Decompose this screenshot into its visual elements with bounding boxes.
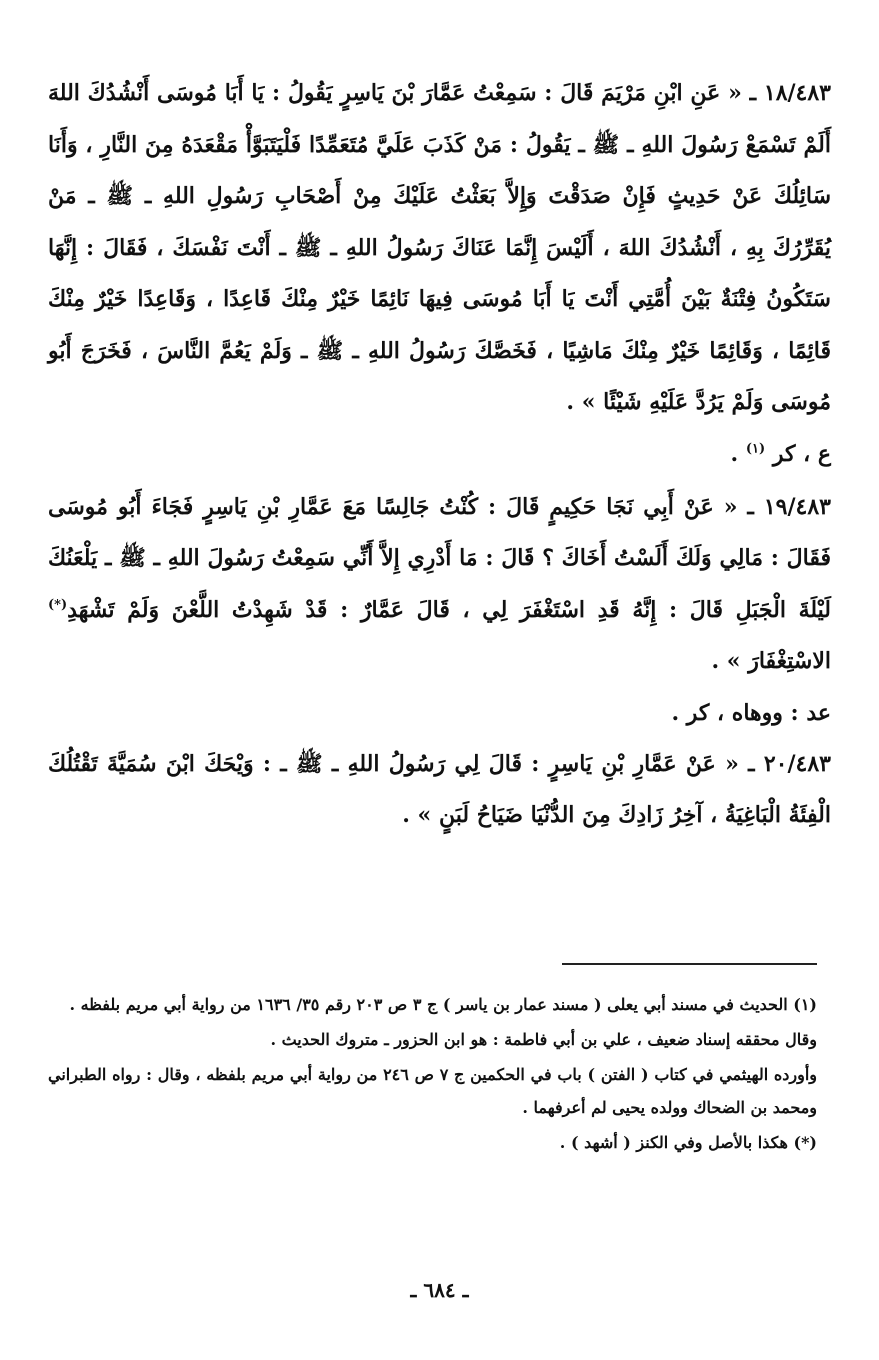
source-line xyxy=(48,429,831,480)
entry-text-end: الاسْتِغْفَارَ » . xyxy=(711,648,831,674)
entry-text: « عَنِ ابْنِ مَرْيَمَ قَالَ : سَمِعْتُ عَمَّارَ بْنَ يَاسِرٍ يَقُولُ : يَا أَبَا مُوسَى أَنْشُدُكَ اللهَ أَلَمْ تَسْمَعْ رَسُولَ اللهِ ـ ﷺ ـ يَقُولُ : مَنْ كَذَبَ عَلَيَّ مُتَعَمِّدًا فَلْيَتَبَوَّأْ مَقْعَدَهُ مِنَ النَّارِ ، وَأَنَا سَائِلُكَ عَنْ حَدِيثٍ فَإِنْ صَدَقْتَ وَإِلاَّ بَعَثْتُ عَلَيْكَ مِنْ أَصْحَابِ رَسُولِ اللهِ ـ ﷺ ـ مَنْ يُقَرِّرُكَ بِهِ ، أَنْشُدُكَ اللهَ ، أَلَيْسَ إِنَّمَا عَنَاكَ رَسُولُ اللهِ ـ ﷺ ـ أَنْتَ نَفْسَكَ ، فَقَالَ : إِنَّهَا سَتَكُونُ فِتْنَةٌ بَيْنَ أُمَّتِي أَنْتَ يَا أَبَا مُوسَى فِيهَا نَائِمًا خَيْرٌ مِنْكَ قَاعِدًا ، وَقَاعِدًا خَيْرٌ مِنْكَ قَائِمًا ، وَقَائِمًا خَيْرٌ مِنْكَ مَاشِيًا ، فَخَصَّكَ رَسُولُ اللهِ ـ ﷺ ـ وَلَمْ يَعُمَّ النَّاسَ ، فَخَرَجَ أَبُو مُوسَى وَلَمْ يَرُدَّ عَلَيْهِ شَيْئًا » . xyxy=(48,80,831,415)
entry-text: « عَنْ عَمَّارِ بْنِ يَاسِرٍ : قَالَ لِي رَسُولُ اللهِ ـ ﷺ ـ : وَيْحَكَ ابْنَ سُمَيَّةَ تَقْتُلُكَ الْفِئَةُ الْبَاغِيَةُ ، آخِرُ زَادِكَ مِنَ الدُّنْيَا ضَيَاحُ لَبَنٍ » . xyxy=(48,750,831,828)
page-number: ـ ٦٨٤ ـ xyxy=(410,1278,469,1302)
main-text xyxy=(48,68,831,842)
asterisk-marker: (*) xyxy=(48,597,68,613)
hadith-entry-20 xyxy=(48,739,831,842)
hadith-entry-18 xyxy=(48,68,831,429)
footnote: (١) الحديث في مسند أبي يعلى ( مسند عمار بن ياسر ) ج ٣ ص ٢٠٣ رقم ٣٥/ ١٦٣٦ من رواية أبي مريم بلفظه . xyxy=(69,995,817,1014)
entry-number: ١٨/٤٨٣ xyxy=(763,80,831,106)
entry-number: ١٩/٤٨٣ xyxy=(763,493,831,520)
separator: ـ xyxy=(741,80,757,106)
hadith-entry-19 xyxy=(48,482,831,688)
source-end: . xyxy=(730,440,739,467)
footnote-ref: (١) xyxy=(745,441,766,457)
source-line: عد : ووهاه ، كر . xyxy=(671,699,831,726)
separator: ـ xyxy=(737,493,754,520)
separator: ـ xyxy=(738,750,755,777)
footnote: (*) هكذا بالأصل وفي الكنز ( أشهد ) . xyxy=(559,1133,817,1152)
footnote: وقال محققه إسناد ضعيف ، علي بن أبي فاطمة : هو ابن الحزور ـ متروك الحديث . xyxy=(270,1030,817,1049)
footnotes xyxy=(48,988,817,1159)
source-abbrev: ع ، كر xyxy=(772,440,831,467)
footnote-divider xyxy=(562,963,817,965)
footnote: وأورده الهيثمي في كتاب ( الفتن ) باب في الحكمين ج ٧ ص ٢٤٦ من رواية أبي مريم بلفظه ، وقال : رواه الطبراني ومحمد بن الضحاك وولده يحيى لم أعرفهما . xyxy=(48,1065,818,1117)
entry-number: ٢٠/٤٨٣ xyxy=(763,750,831,777)
entry-text: « عَنْ أَبِي نَجَا حَكِيمٍ قَالَ : كُنْتُ جَالِسًا مَعَ عَمَّارِ بْنِ يَاسِرٍ فَجَاءَ أَبُو مُوسَى فَقَالَ : مَالِي وَلَكَ أَلَسْتُ أَخَاكَ ؟ قَالَ : مَا أَدْرِي إِلاَّ أَنِّي سَمِعْتُ رَسُولَ اللهِ ـ ﷺ ـ يَلْعَنُكَ لَيْلَةَ الْجَبَلِ قَالَ : إِنَّهُ قَدِ اسْتَغْفَرَ لِي ، قَالَ عَمَّارٌ : قَدْ شَهِدْتُ اللَّعْنَ وَلَمْ تَشْهَدِ xyxy=(48,493,831,623)
